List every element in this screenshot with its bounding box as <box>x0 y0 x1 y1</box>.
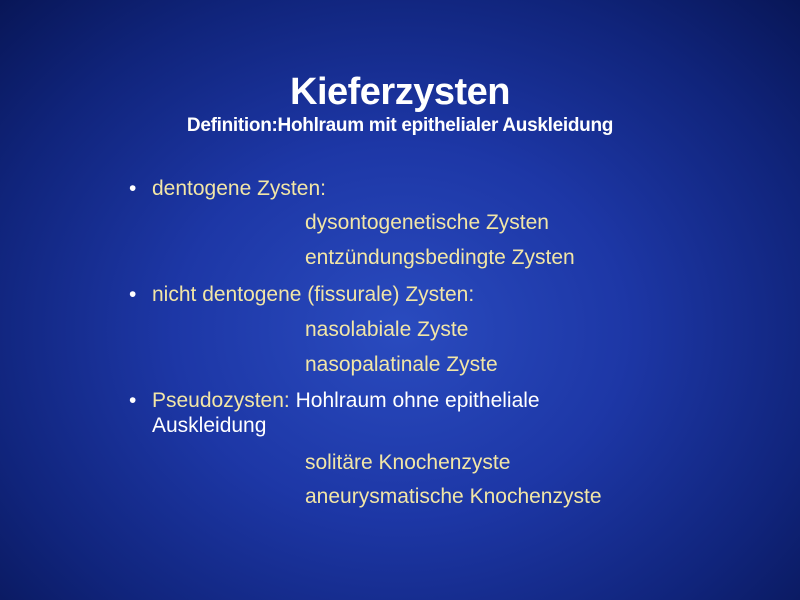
bullet-icon: • <box>129 389 137 412</box>
bullet-item-pseudozysten <box>152 389 540 413</box>
bullet-item-nicht-dentogene: nicht dentogene (fissurale) Zysten: <box>152 283 475 306</box>
sub-item-solitaere: solitäre Knochenzyste <box>305 451 511 474</box>
sub-item-aneurysmatische: aneurysmatische Knochenzyste <box>305 485 602 508</box>
pseudozysten-description: Hohlraum ohne epitheliale <box>295 389 540 412</box>
sub-item-nasopalatinale: nasopalatinale Zyste <box>305 353 498 376</box>
slide-title: Kieferzysten <box>290 71 510 113</box>
bullet-icon: • <box>129 177 137 200</box>
pseudozysten-description-cont: Auskleidung <box>152 414 267 437</box>
pseudozysten-label: Pseudozysten: <box>152 389 290 412</box>
slide-subtitle: Definition:Hohlraum mit epithelialer Auskleidung <box>186 115 614 136</box>
title-block <box>0 70 800 138</box>
sub-item-nasolabiale: nasolabiale Zyste <box>305 318 469 341</box>
bullet-item-dentogene: dentogene Zysten: <box>152 177 326 200</box>
sub-item-entzuendungsbedingte: entzündungsbedingte Zysten <box>305 246 575 269</box>
sub-item-dysontogenetische: dysontogenetische Zysten <box>305 211 549 234</box>
bullet-icon: • <box>129 283 137 306</box>
